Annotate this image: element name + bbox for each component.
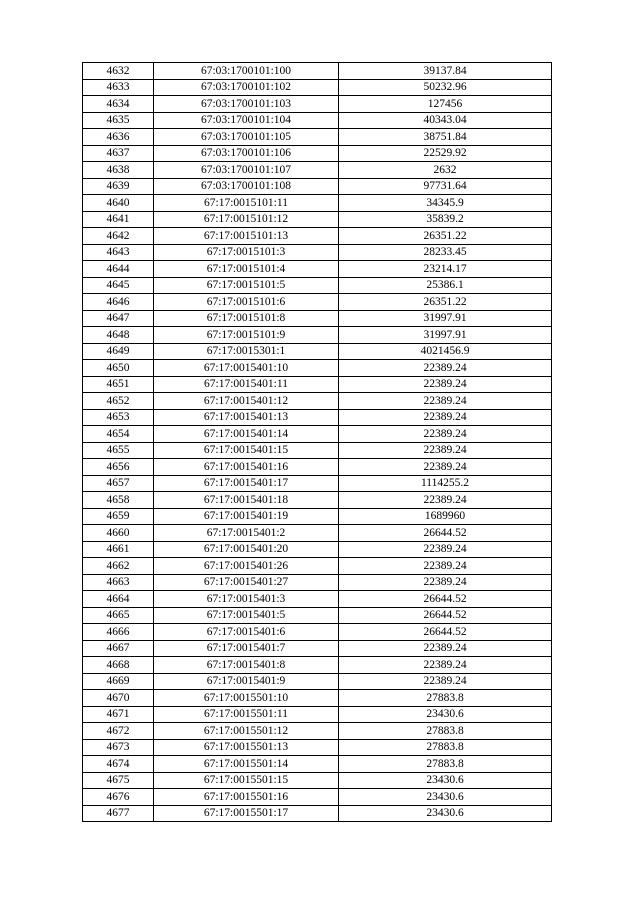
row-number-cell: 4636 <box>83 129 154 146</box>
row-number-cell: 4650 <box>83 360 154 377</box>
cadastral-number-cell: 67:17:0015401:6 <box>154 624 339 641</box>
value-cell: 22389.24 <box>339 673 552 690</box>
row-number-cell: 4653 <box>83 409 154 426</box>
cadastral-number-cell: 67:17:0015101:8 <box>154 310 339 327</box>
cadastral-number-cell: 67:17:0015401:13 <box>154 409 339 426</box>
row-number-cell: 4677 <box>83 805 154 822</box>
row-number-cell: 4669 <box>83 673 154 690</box>
value-cell: 27883.8 <box>339 739 552 756</box>
value-cell: 26351.22 <box>339 294 552 311</box>
value-cell: 34345.9 <box>339 195 552 212</box>
row-number-cell: 4652 <box>83 393 154 410</box>
value-cell: 22389.24 <box>339 393 552 410</box>
row-number-cell: 4640 <box>83 195 154 212</box>
table-row <box>83 739 552 756</box>
value-cell: 1689960 <box>339 508 552 525</box>
cadastral-number-cell: 67:17:0015401:9 <box>154 673 339 690</box>
value-cell: 22389.24 <box>339 541 552 558</box>
row-number-cell: 4675 <box>83 772 154 789</box>
value-cell: 26644.52 <box>339 591 552 608</box>
value-cell: 22389.24 <box>339 459 552 476</box>
table-row <box>83 327 552 344</box>
cadastral-number-cell: 67:17:0015401:11 <box>154 376 339 393</box>
table-row <box>83 294 552 311</box>
cadastral-number-cell: 67:17:0015301:1 <box>154 343 339 360</box>
row-number-cell: 4671 <box>83 706 154 723</box>
value-cell: 22389.24 <box>339 558 552 575</box>
row-number-cell: 4660 <box>83 525 154 542</box>
cadastral-number-cell: 67:17:0015101:4 <box>154 261 339 278</box>
table-row <box>83 261 552 278</box>
value-cell: 50232.96 <box>339 79 552 96</box>
value-cell: 22389.24 <box>339 442 552 459</box>
value-cell: 22389.24 <box>339 360 552 377</box>
value-cell: 22389.24 <box>339 657 552 674</box>
cadastral-number-cell: 67:17:0015401:12 <box>154 393 339 410</box>
row-number-cell: 4672 <box>83 723 154 740</box>
cadastral-number-cell: 67:17:0015501:13 <box>154 739 339 756</box>
table-body <box>83 63 552 822</box>
value-cell: 97731.64 <box>339 178 552 195</box>
table-row <box>83 690 552 707</box>
value-cell: 4021456.9 <box>339 343 552 360</box>
cadastral-number-cell: 67:17:0015101:11 <box>154 195 339 212</box>
cadastral-number-cell: 67:03:1700101:108 <box>154 178 339 195</box>
value-cell: 22389.24 <box>339 409 552 426</box>
table-row <box>83 360 552 377</box>
table-row <box>83 63 552 80</box>
value-cell: 25386.1 <box>339 277 552 294</box>
value-cell: 23430.6 <box>339 772 552 789</box>
table-row <box>83 211 552 228</box>
table-row <box>83 541 552 558</box>
row-number-cell: 4634 <box>83 96 154 113</box>
row-number-cell: 4645 <box>83 277 154 294</box>
table-row <box>83 277 552 294</box>
value-cell: 2632 <box>339 162 552 179</box>
table-row <box>83 723 552 740</box>
row-number-cell: 4632 <box>83 63 154 80</box>
cadastral-number-cell: 67:03:1700101:107 <box>154 162 339 179</box>
value-cell: 26644.52 <box>339 525 552 542</box>
value-cell: 23430.6 <box>339 789 552 806</box>
row-number-cell: 4662 <box>83 558 154 575</box>
table-row <box>83 228 552 245</box>
row-number-cell: 4667 <box>83 640 154 657</box>
table-row <box>83 706 552 723</box>
value-cell: 31997.91 <box>339 327 552 344</box>
cadastral-number-cell: 67:17:0015101:5 <box>154 277 339 294</box>
table-row <box>83 162 552 179</box>
table-row <box>83 145 552 162</box>
table-row <box>83 409 552 426</box>
value-cell: 31997.91 <box>339 310 552 327</box>
table-row <box>83 129 552 146</box>
cadastral-number-cell: 67:17:0015401:7 <box>154 640 339 657</box>
row-number-cell: 4670 <box>83 690 154 707</box>
row-number-cell: 4641 <box>83 211 154 228</box>
row-number-cell: 4658 <box>83 492 154 509</box>
value-cell: 23214.17 <box>339 261 552 278</box>
table-row <box>83 607 552 624</box>
data-table <box>82 62 552 822</box>
cadastral-number-cell: 67:17:0015401:18 <box>154 492 339 509</box>
cadastral-number-cell: 67:03:1700101:102 <box>154 79 339 96</box>
value-cell: 23430.6 <box>339 805 552 822</box>
row-number-cell: 4647 <box>83 310 154 327</box>
row-number-cell: 4664 <box>83 591 154 608</box>
table-row <box>83 624 552 641</box>
cadastral-number-cell: 67:17:0015401:15 <box>154 442 339 459</box>
value-cell: 22389.24 <box>339 574 552 591</box>
table-row <box>83 343 552 360</box>
table-row <box>83 475 552 492</box>
value-cell: 26644.52 <box>339 607 552 624</box>
row-number-cell: 4639 <box>83 178 154 195</box>
table-row <box>83 789 552 806</box>
table-row <box>83 558 552 575</box>
table-row <box>83 525 552 542</box>
cadastral-number-cell: 67:17:0015401:27 <box>154 574 339 591</box>
cadastral-number-cell: 67:17:0015101:6 <box>154 294 339 311</box>
table-row <box>83 459 552 476</box>
table-row <box>83 492 552 509</box>
row-number-cell: 4665 <box>83 607 154 624</box>
cadastral-number-cell: 67:17:0015101:9 <box>154 327 339 344</box>
table-row <box>83 310 552 327</box>
table-row <box>83 673 552 690</box>
value-cell: 35839.2 <box>339 211 552 228</box>
value-cell: 26351.22 <box>339 228 552 245</box>
row-number-cell: 4655 <box>83 442 154 459</box>
value-cell: 38751.84 <box>339 129 552 146</box>
cadastral-number-cell: 67:03:1700101:100 <box>154 63 339 80</box>
row-number-cell: 4654 <box>83 426 154 443</box>
cadastral-number-cell: 67:17:0015401:20 <box>154 541 339 558</box>
cadastral-number-cell: 67:17:0015401:5 <box>154 607 339 624</box>
cadastral-number-cell: 67:17:0015401:2 <box>154 525 339 542</box>
cadastral-number-cell: 67:17:0015501:15 <box>154 772 339 789</box>
value-cell: 1114255.2 <box>339 475 552 492</box>
row-number-cell: 4673 <box>83 739 154 756</box>
table-row <box>83 756 552 773</box>
cadastral-number-cell: 67:17:0015501:16 <box>154 789 339 806</box>
row-number-cell: 4635 <box>83 112 154 129</box>
table-row <box>83 393 552 410</box>
row-number-cell: 4666 <box>83 624 154 641</box>
row-number-cell: 4633 <box>83 79 154 96</box>
row-number-cell: 4657 <box>83 475 154 492</box>
row-number-cell: 4643 <box>83 244 154 261</box>
cadastral-number-cell: 67:17:0015501:14 <box>154 756 339 773</box>
row-number-cell: 4638 <box>83 162 154 179</box>
cadastral-number-cell: 67:17:0015501:11 <box>154 706 339 723</box>
value-cell: 28233.45 <box>339 244 552 261</box>
row-number-cell: 4674 <box>83 756 154 773</box>
cadastral-number-cell: 67:17:0015101:12 <box>154 211 339 228</box>
value-cell: 27883.8 <box>339 690 552 707</box>
value-cell: 22389.24 <box>339 376 552 393</box>
cadastral-number-cell: 67:17:0015101:13 <box>154 228 339 245</box>
table-row <box>83 112 552 129</box>
value-cell: 26644.52 <box>339 624 552 641</box>
cadastral-number-cell: 67:17:0015501:12 <box>154 723 339 740</box>
value-cell: 22389.24 <box>339 492 552 509</box>
table-row <box>83 178 552 195</box>
row-number-cell: 4656 <box>83 459 154 476</box>
cadastral-number-cell: 67:03:1700101:106 <box>154 145 339 162</box>
cadastral-number-cell: 67:17:0015401:17 <box>154 475 339 492</box>
cadastral-number-cell: 67:03:1700101:103 <box>154 96 339 113</box>
row-number-cell: 4676 <box>83 789 154 806</box>
cadastral-number-cell: 67:17:0015501:17 <box>154 805 339 822</box>
row-number-cell: 4649 <box>83 343 154 360</box>
row-number-cell: 4637 <box>83 145 154 162</box>
table-row <box>83 96 552 113</box>
value-cell: 40343.04 <box>339 112 552 129</box>
row-number-cell: 4663 <box>83 574 154 591</box>
cadastral-number-cell: 67:17:0015401:14 <box>154 426 339 443</box>
value-cell: 127456 <box>339 96 552 113</box>
table-row <box>83 772 552 789</box>
row-number-cell: 4646 <box>83 294 154 311</box>
row-number-cell: 4651 <box>83 376 154 393</box>
row-number-cell: 4642 <box>83 228 154 245</box>
table-row <box>83 376 552 393</box>
cadastral-number-cell: 67:17:0015401:3 <box>154 591 339 608</box>
table-row <box>83 640 552 657</box>
value-cell: 22389.24 <box>339 426 552 443</box>
cadastral-number-cell: 67:17:0015401:10 <box>154 360 339 377</box>
cadastral-number-cell: 67:17:0015401:26 <box>154 558 339 575</box>
cadastral-number-cell: 67:17:0015501:10 <box>154 690 339 707</box>
table-row <box>83 508 552 525</box>
value-cell: 22529.92 <box>339 145 552 162</box>
row-number-cell: 4648 <box>83 327 154 344</box>
cadastral-number-cell: 67:03:1700101:105 <box>154 129 339 146</box>
cadastral-number-cell: 67:17:0015401:16 <box>154 459 339 476</box>
table-row <box>83 805 552 822</box>
value-cell: 27883.8 <box>339 723 552 740</box>
table-row <box>83 442 552 459</box>
table-row <box>83 657 552 674</box>
table-row <box>83 79 552 96</box>
table-row <box>83 244 552 261</box>
table-row <box>83 426 552 443</box>
table-row <box>83 195 552 212</box>
row-number-cell: 4644 <box>83 261 154 278</box>
value-cell: 22389.24 <box>339 640 552 657</box>
value-cell: 23430.6 <box>339 706 552 723</box>
row-number-cell: 4661 <box>83 541 154 558</box>
row-number-cell: 4668 <box>83 657 154 674</box>
table-row <box>83 574 552 591</box>
value-cell: 39137.84 <box>339 63 552 80</box>
cadastral-number-cell: 67:17:0015401:8 <box>154 657 339 674</box>
cadastral-number-cell: 67:17:0015101:3 <box>154 244 339 261</box>
row-number-cell: 4659 <box>83 508 154 525</box>
table-row <box>83 591 552 608</box>
cadastral-number-cell: 67:03:1700101:104 <box>154 112 339 129</box>
value-cell: 27883.8 <box>339 756 552 773</box>
cadastral-number-cell: 67:17:0015401:19 <box>154 508 339 525</box>
